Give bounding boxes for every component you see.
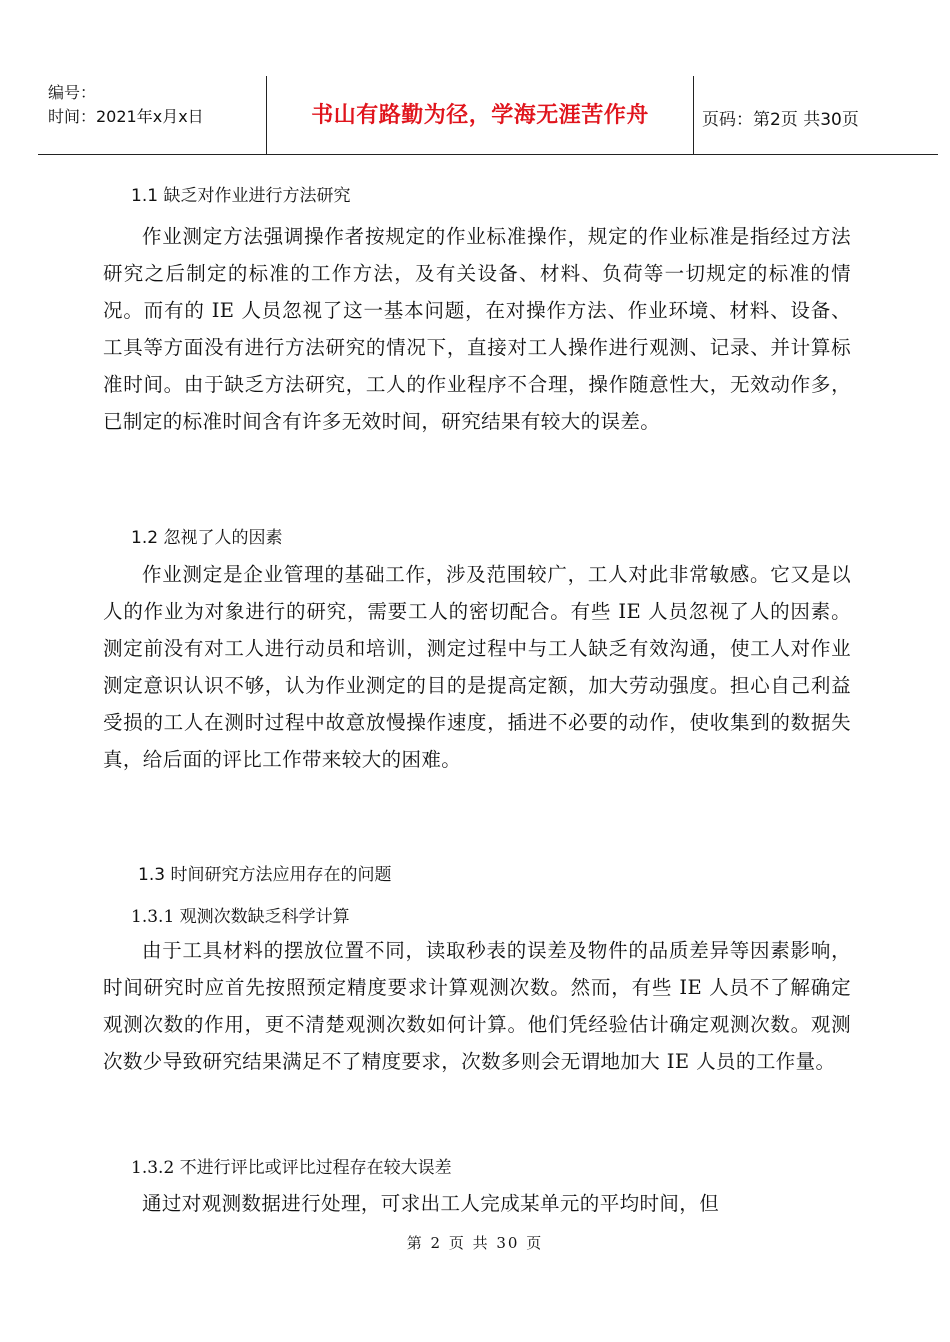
section-paragraph-1-3-1: 由于工具材料的摆放位置不同，读取秒表的误差及物件的品质差异等因素影响，时间研究时应首先按照预定精度要求计算观测次数。然而，有些 IE 人员不了解确定观测次数的作用，更不清楚观测次数如何计算。他们凭经验估计确定观测次数。观测次数少导致研究结果满足不了精度要求，次数多则会无谓地加大 IE 人员的工作量。: [103, 939, 851, 1073]
section-paragraph-1-2: 作业测定是企业管理的基础工作，涉及范围较广，工人对此非常敏感。它又是以人的作业为对象进行的研究，需要工人的密切配合。有些 IE 人员忽视了人的因素。测定前没有对工人进行动员和培训，测定过程中与工人缺乏有效沟通，使工人对作业测定意识认识不够，认为作业测定的目的是提高定额，加大劳动强度。担心自己利益受损的工人在测时过程中故意放慢操作速度，插进不必要的动作，使收集到的数据失真，给后面的评比工作带来较大的困难。: [103, 563, 851, 771]
document-header: [38, 76, 938, 155]
document-date: 时间：2021年x月x日: [48, 107, 204, 126]
section-heading-1-3-2: 1.3.2 不进行评比或评比过程存在较大误差: [131, 1158, 452, 1178]
section-heading-1-3: 1.3 时间研究方法应用存在的问题: [138, 865, 392, 885]
header-page-info: 页码：第2页 共30页: [702, 110, 859, 130]
section-heading-1-3-1: 1.3.1 观测次数缺乏科学计算: [131, 907, 350, 927]
section-paragraph-1-1: 作业测定方法强调操作者按规定的作业标准操作，规定的作业标准是指经过方法研究之后制定的标准的工作方法，及有关设备、材料、负荷等一切规定的标准的情况。而有的 IE 人员忽视了这一基本问题，在对操作方法、作业环境、材料、设备、工具等方面没有进行方法研究的情况下，直接对工人操作进行观测、记录、并计算标准时间。由于缺乏方法研究，工人的作业程序不合理，操作随意性大，无效动作多，已制定的标准时间含有许多无效时间，研究结果有较大的误差。: [103, 225, 851, 433]
document-number-label: 编号：: [48, 83, 97, 102]
section-heading-1-2: 1.2 忽视了人的因素: [131, 528, 283, 548]
section-heading-1-1: 1.1 缺乏对作业进行方法研究: [131, 186, 351, 206]
page-footer: 第 2 页 共 30 页: [406, 1234, 544, 1252]
header-left-cell: [38, 76, 266, 154]
header-motto-cell: [266, 76, 694, 154]
header-page-cell: [694, 76, 938, 154]
header-motto: 书山有路勤为径，学海无涯苦作舟: [311, 103, 649, 128]
section-paragraph-1-3-2: 通过对观测数据进行处理，可求出工人完成某单元的平均时间，但: [142, 1192, 720, 1215]
